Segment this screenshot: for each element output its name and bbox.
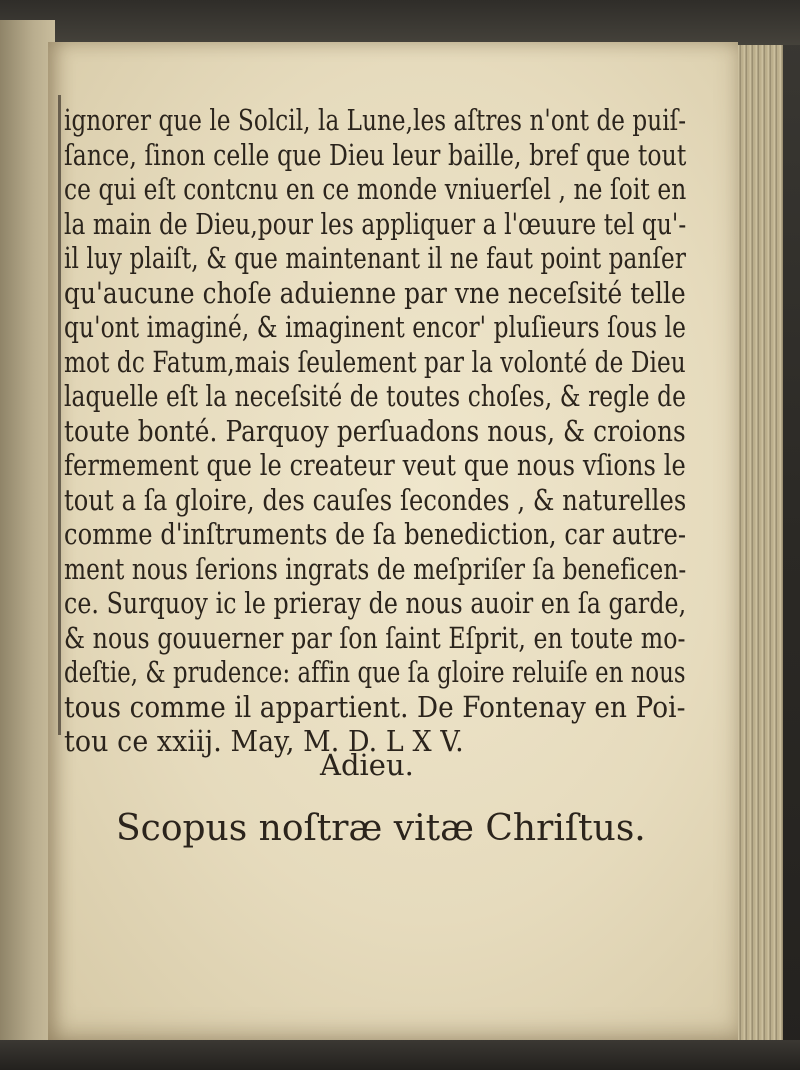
text-line: tous comme il appartient. De Fontenay en Poi- (64, 690, 686, 724)
latin-motto: Scopus noſtræ vitæ Chriſtus. (116, 808, 646, 849)
text-line: tout a ſa gloire, des cauſes ſecondes , & naturelles (64, 483, 687, 517)
text-line: ment nous ſerions ingrats de meſpriſer ſa beneficen- (64, 552, 687, 586)
closing-word: Adieu. (320, 748, 414, 782)
text-line: ignorer que le Solcil, la Lune,les aſtres n'ont de puiſ- (64, 104, 687, 137)
text-line: tou ce xxiij. May, M. D. L X V. (64, 725, 464, 758)
text-line: il luy plaiſt, & que maintenant il ne faut point panſer (64, 242, 686, 275)
binding-bottom-edge (0, 1040, 800, 1070)
text-line: ce. Surquoy ic le prieray de nous auoir en ſa garde, (64, 587, 687, 620)
text-line: ſance, ſinon celle que Dieu leur baille, bref que tout (64, 138, 687, 172)
text-line: fermement que le createur veut que nous vſions le (64, 449, 686, 482)
gutter-shadow-line (58, 95, 61, 735)
binding-top-edge (0, 0, 800, 45)
text-line: qu'aucune choſe aduienne par vne neceſsité telle (64, 276, 686, 310)
previous-page-edge (0, 20, 55, 1050)
text-line: la main de Dieu,pour les appliquer a l'œuure tel qu'- (64, 207, 687, 241)
text-line: & nous gouuerner par ſon ſaint Eſprit, en toute mo- (64, 621, 686, 655)
text-line: laquelle eſt la neceſsité de toutes choſes, & regle de (64, 380, 687, 413)
body-text (64, 104, 724, 760)
text-line: ce qui eſt contcnu en ce monde vniuerſel , ne ſoit en (64, 173, 687, 206)
text-line: qu'ont imaginé, & imaginent encor' pluſieurs ſous le (64, 311, 686, 344)
text-line: toute bonté. Parquoy perſuadons nous, & croions (64, 414, 686, 448)
text-line: comme d'inſtruments de ſa benediction, car autre- (64, 518, 687, 551)
text-line: mot dc Fatum,mais ſeulement par la volonté de Dieu (64, 345, 686, 379)
text-line: deſtie, & prudence: affin que ſa gloire reluiſe en nous (64, 656, 686, 689)
